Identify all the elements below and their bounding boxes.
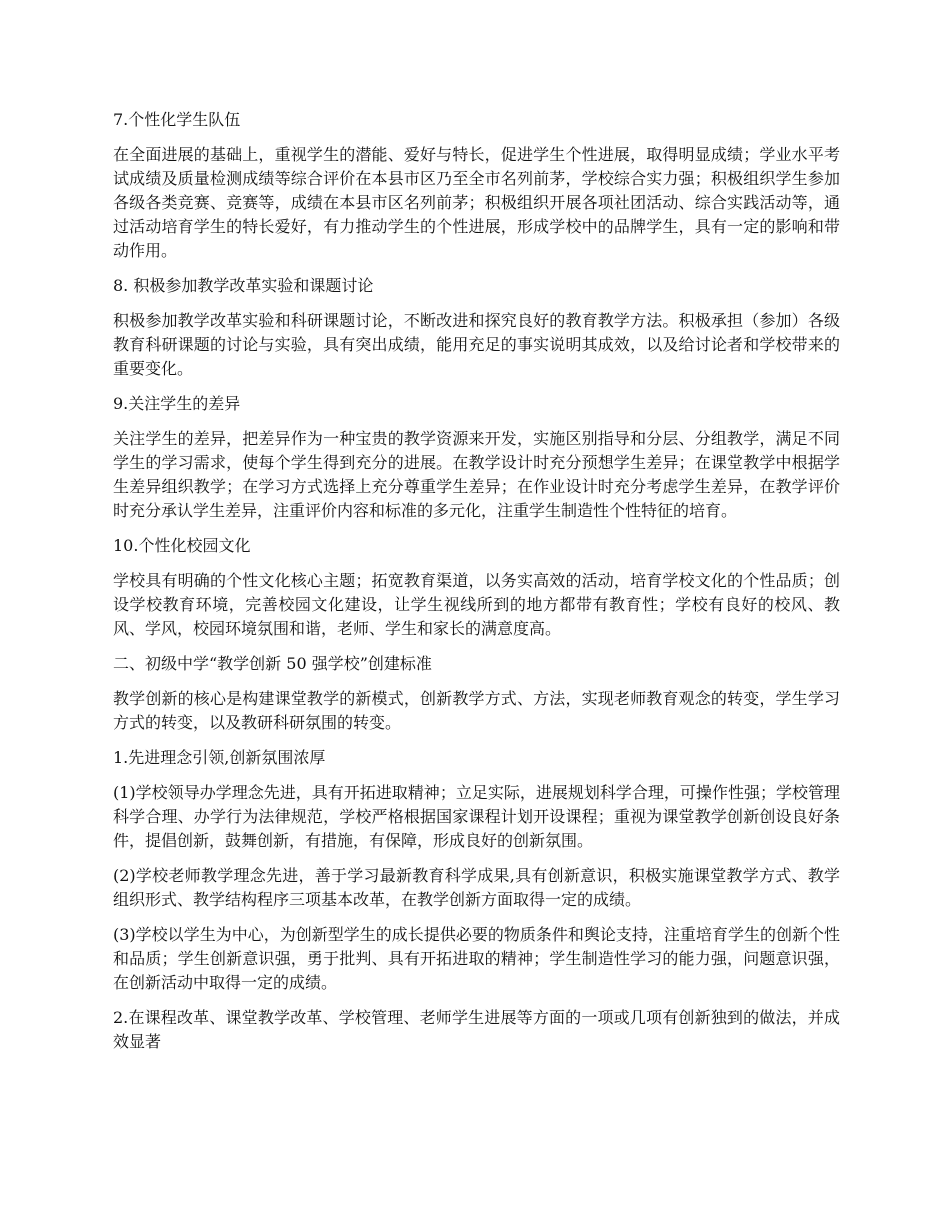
section-heading: 9.关注学生的差异: [113, 394, 241, 413]
section-heading: 7.个性化学生队伍: [113, 110, 241, 129]
paragraph: 积极参加教学改革实验和科研课题讨论，不断改进和探究良好的教育教学方法。积极承担（参加）各级教育科研课题的讨论与实验，具有突出成绩，能用充足的事实说明其成效，以及给讨论者和学校带来的重要变化。: [113, 311, 840, 378]
section-heading: 1.先进理念引领,创新氛围浓厚: [113, 748, 326, 767]
section-heading: 8. 积极参加教学改革实验和课题讨论: [113, 276, 374, 295]
paragraph: (2)学校老师教学理念先进，善于学习最新教育科学成果,具有创新意识，积极实施课堂教学方式、教学组织形式、教学结构程序三项基本改革，在教学创新方面取得一定的成绩。: [113, 866, 840, 909]
section-heading: 10.个性化校园文化: [113, 536, 251, 555]
paragraph: 2.在课程改革、课堂教学改革、学校管理、老师学生进展等方面的一项或几项有创新独到的做法，并成效显著: [113, 1008, 840, 1051]
document-body: [113, 108, 840, 1065]
paragraph: 在全面进展的基础上，重视学生的潜能、爱好与特长，促进学生个性进展，取得明显成绩；学业水平考试成绩及质量检测成绩等综合评价在本县市区乃至全市名列前茅，学校综合实力强；积极组织学生参加各级各类竞赛、竞赛等，成绩在本县市区名列前茅；积极组织开展各项社团活动、综合实践活动等，通过活动培育学生的特长爱好，有力推动学生的个性进展，形成学校中的品牌学生，具有一定的影响和带动作用。: [113, 145, 840, 260]
paragraph: 关注学生的差异，把差异作为一种宝贵的教学资源来开发，实施区别指导和分层、分组教学，满足不同学生的学习需求，使每个学生得到充分的进展。在教学设计时充分预想学生差异；在课堂教学中根据学生差异组织教学；在学习方式选择上充分尊重学生差异；在作业设计时充分考虑学生差异，在教学评价时充分承认学生差异，注重评价内容和标准的多元化，注重学生制造性个性特征的培育。: [113, 429, 840, 520]
paragraph: (3)学校以学生为中心，为创新型学生的成长提供必要的物质条件和舆论支持，注重培育学生的创新个性和品质；学生创新意识强，勇于批判、具有开拓进取的精神；学生制造性学习的能力强，问题意识强，在创新活动中取得一定的成绩。: [113, 925, 840, 992]
paragraph: 教学创新的核心是构建课堂教学的新模式，创新教学方式、方法，实现老师教育观念的转变，学生学习方式的转变，以及教研科研氛围的转变。: [113, 689, 840, 732]
paragraph: (1)学校领导办学理念先进，具有开拓进取精神；立足实际，进展规划科学合理，可操作性强；学校管理科学合理、办学行为法律规范，学校严格根据国家课程计划开设课程；重视为课堂教学创新创设良好条件，提倡创新，鼓舞创新，有措施，有保障，形成良好的创新氛围。: [113, 783, 840, 850]
paragraph: 学校具有明确的个性文化核心主题；拓宽教育渠道，以务实高效的活动，培育学校文化的个性品质；创设学校教育环境，完善校园文化建设，让学生视线所到的地方都带有教育性；学校有良好的校风、教风、学风，校园环境氛围和谐，老师、学生和家长的满意度高。: [113, 571, 840, 638]
section-heading: 二、初级中学“教学创新 50 强学校”创建标准: [113, 654, 432, 673]
